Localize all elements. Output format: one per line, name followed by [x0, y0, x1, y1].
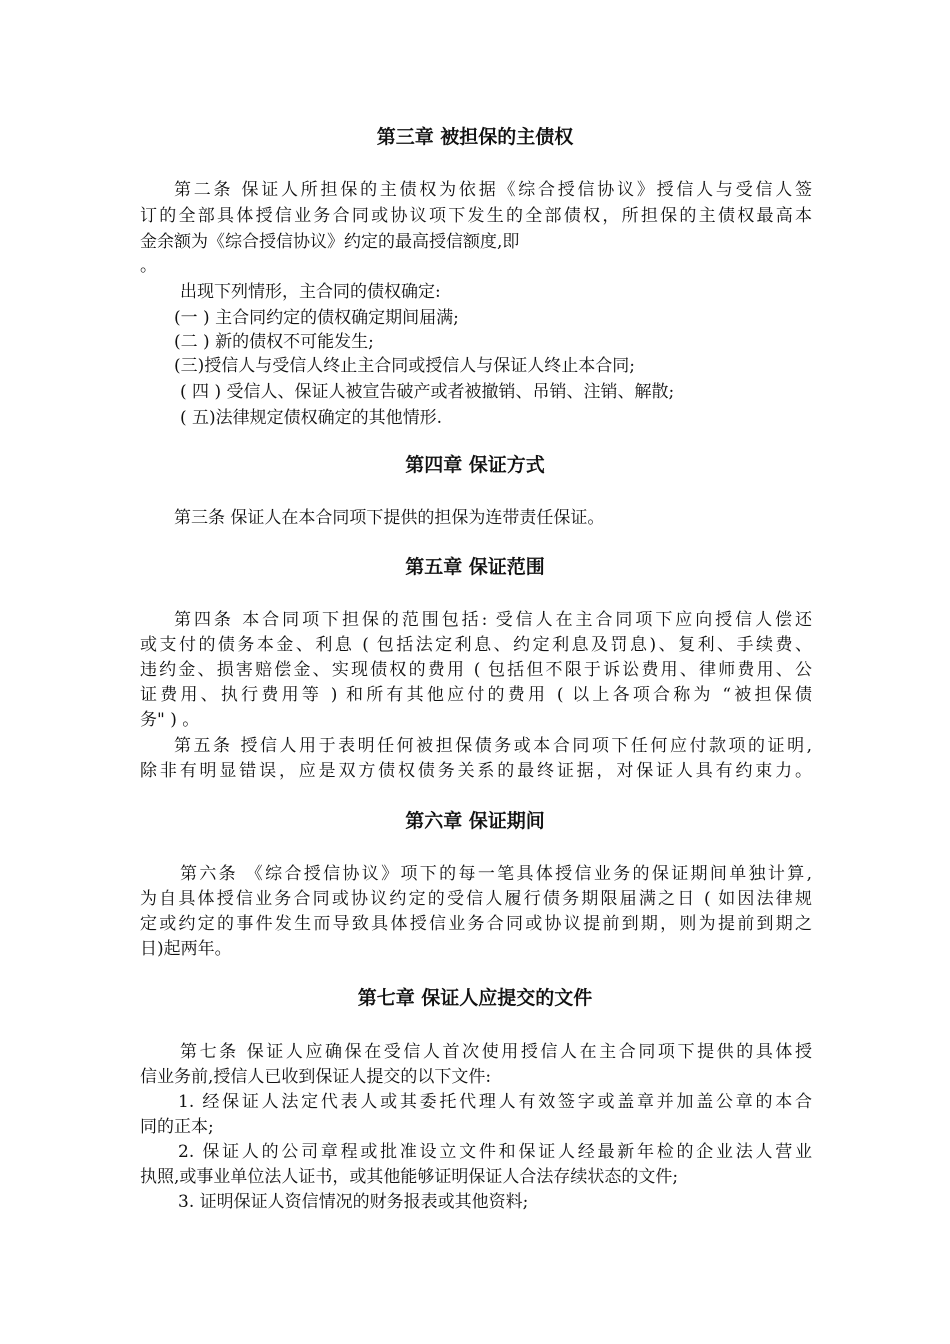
article-6-line-4: 日)起两年。 — [140, 939, 232, 959]
determination-item-2: (二 ) 新的债权不可能发生; — [174, 332, 374, 352]
article-7-line-2: 信业务前,授信人已收到保证人提交的以下文件: — [140, 1067, 492, 1087]
determination-item-4: ( 四 ) 受信人、保证人被宣告破产或者被撤销、吊销、注销、解散; — [180, 382, 675, 402]
article-6-line-3: 定或约定的事件发生而导致具体授信业务合同或协议提前到期，则为提前到期之 — [140, 914, 812, 934]
article-3: 第三条 保证人在本合同项下提供的担保为连带责任保证。 — [174, 508, 605, 528]
file-3-line-1: 3. 证明保证人资信情况的财务报表或其他资料; — [178, 1192, 529, 1212]
file-1-line-1: 1. 经保证人法定代表人或其委托代理人有效签字或盖章并加盖公章的本合 — [178, 1092, 812, 1112]
file-2-line-1: 2. 保证人的公司章程或批准设立文件和保证人经最新年检的企业法人营业 — [178, 1142, 812, 1162]
article-2-line-1: 第二条 保证人所担保的主债权为依据《综合授信协议》授信人与受信人签 — [174, 180, 812, 200]
article-6-line-2: 为自具体授信业务合同或协议约定的受信人履行债务期限届满之日 ( 如因法律规 — [140, 889, 812, 909]
article-7-line-1: 第七条 保证人应确保在受信人首次使用授信人在主合同项下提供的具体授 — [180, 1042, 812, 1062]
article-4-line-4: 证费用、执行费用等 ) 和所有其他应付的费用 ( 以上各项合称为 “被担保债 — [140, 685, 812, 705]
chapter-5-title: 第五章 保证范围 — [405, 556, 545, 578]
article-2-line-4: 。 — [140, 256, 157, 276]
chapter-4-title: 第四章 保证方式 — [405, 454, 545, 476]
article-4-line-3: 违约金、损害赔偿金、实现债权的费用 ( 包括但不限于诉讼费用、律师费用、公 — [140, 660, 812, 680]
article-4-line-1: 第四条 本合同项下担保的范围包括: 受信人在主合同项下应向授信人偿还 — [174, 610, 812, 630]
article-6-line-1: 第六条 《综合授信协议》项下的每一笔具体授信业务的保证期间单独计算, — [180, 864, 812, 884]
chapter-6-title: 第六章 保证期间 — [405, 810, 545, 832]
determination-item-3: (三)授信人与受信人终止主合同或授信人与保证人终止本合同; — [174, 356, 635, 376]
article-4-line-2: 或支付的债务本金、利息 ( 包括法定利息、约定利息及罚息)、复利、手续费、 — [140, 635, 812, 655]
article-2-line-3: 金余额为《综合授信协议》约定的最高授信额度,即 — [140, 232, 520, 252]
article-5-line-2: 除非有明显错误，应是双方债权债务关系的最终证据，对保证人具有约束力。 — [140, 761, 812, 781]
article-4-line-5: 务" ) 。 — [140, 710, 200, 730]
determination-item-1: (一 ) 主合同约定的债权确定期间届满; — [174, 308, 459, 328]
file-2-line-2: 执照,或事业单位法人证书，或其他能够证明保证人合法存续状态的文件; — [140, 1167, 679, 1187]
chapter-7-title: 第七章 保证人应提交的文件 — [357, 987, 593, 1009]
determination-item-5: ( 五)法律规定债权确定的其他情形. — [180, 408, 443, 428]
determination-intro: 出现下列情形，主合同的债权确定: — [180, 282, 441, 302]
article-5-line-1: 第五条 授信人用于表明任何被担保债务或本合同项下任何应付款项的证明, — [174, 736, 812, 756]
chapter-3-title: 第三章 被担保的主债权 — [376, 126, 574, 148]
article-2-line-2: 订的全部具体授信业务合同或协议项下发生的全部债权，所担保的主债权最高本 — [140, 206, 812, 226]
file-1-line-2: 同的正本; — [140, 1117, 214, 1137]
